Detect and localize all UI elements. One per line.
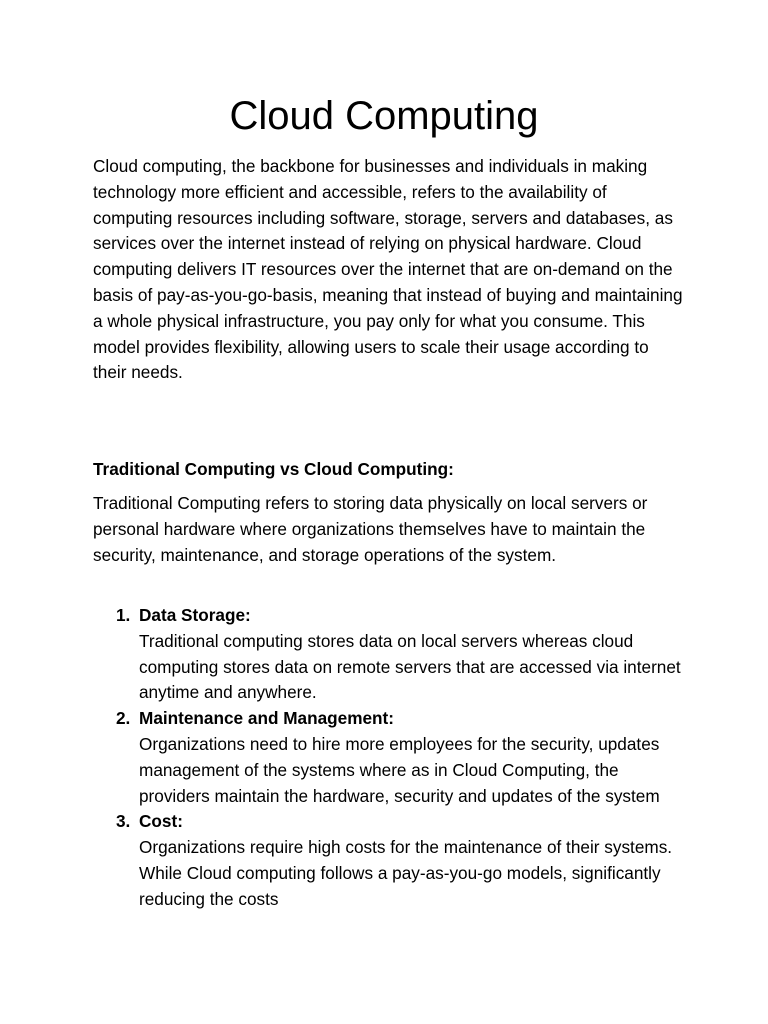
list-item-title: Maintenance and Management: (139, 708, 394, 729)
list-item-cost (93, 809, 683, 912)
list-item-title: Data Storage: (139, 605, 251, 625)
list-item-text: Traditional computing stores data on local servers whereas cloud computing stores data on remote servers that are accessed via internet anytime and anywhere. (139, 630, 681, 703)
traditional-computing-paragraph: Traditional Computing refers to storing data physically on local servers or personal hardware where organizations themselves have to maintain the security, maintenance, and storage operations of the system. (93, 493, 648, 565)
list-item-title: Cost: (139, 811, 183, 832)
list-item-text: Organizations require high costs for the maintenance of their systems. While Cloud computing follows a pay-as-you-go models, significantly reducing the costs (139, 837, 673, 909)
section-heading: Traditional Computing vs Cloud Computing: (93, 459, 454, 479)
list-item-data-storage (93, 603, 683, 706)
comparison-list (93, 603, 683, 913)
list-item-number: 2. (116, 708, 131, 729)
list-item-maintenance (93, 706, 683, 809)
page-title: Cloud Computing (229, 94, 539, 138)
list-item-number: 3. (116, 811, 131, 832)
list-item-number: 1. (116, 605, 131, 625)
intro-paragraph: Cloud computing, the backbone for businesses and individuals in making technology more efficient and accessible, refers to the availability of computing resources including software, storage, servers and databases, as services over the internet instead of relying on physical hardware. Cloud computing delivers IT resources over the internet that are on-demand on the basis of pay-as-you-go-basis, meaning that instead of buying and maintaining a whole physical infrastructure, you pay only for what you consume. This model provides flexibility, allowing users to scale their usage according to their needs. (93, 156, 683, 383)
list-item-text: Organizations need to hire more employees for the security, updates management of the systems where as in Cloud Computing, the providers maintain the hardware, security and updates of the system (139, 733, 660, 806)
